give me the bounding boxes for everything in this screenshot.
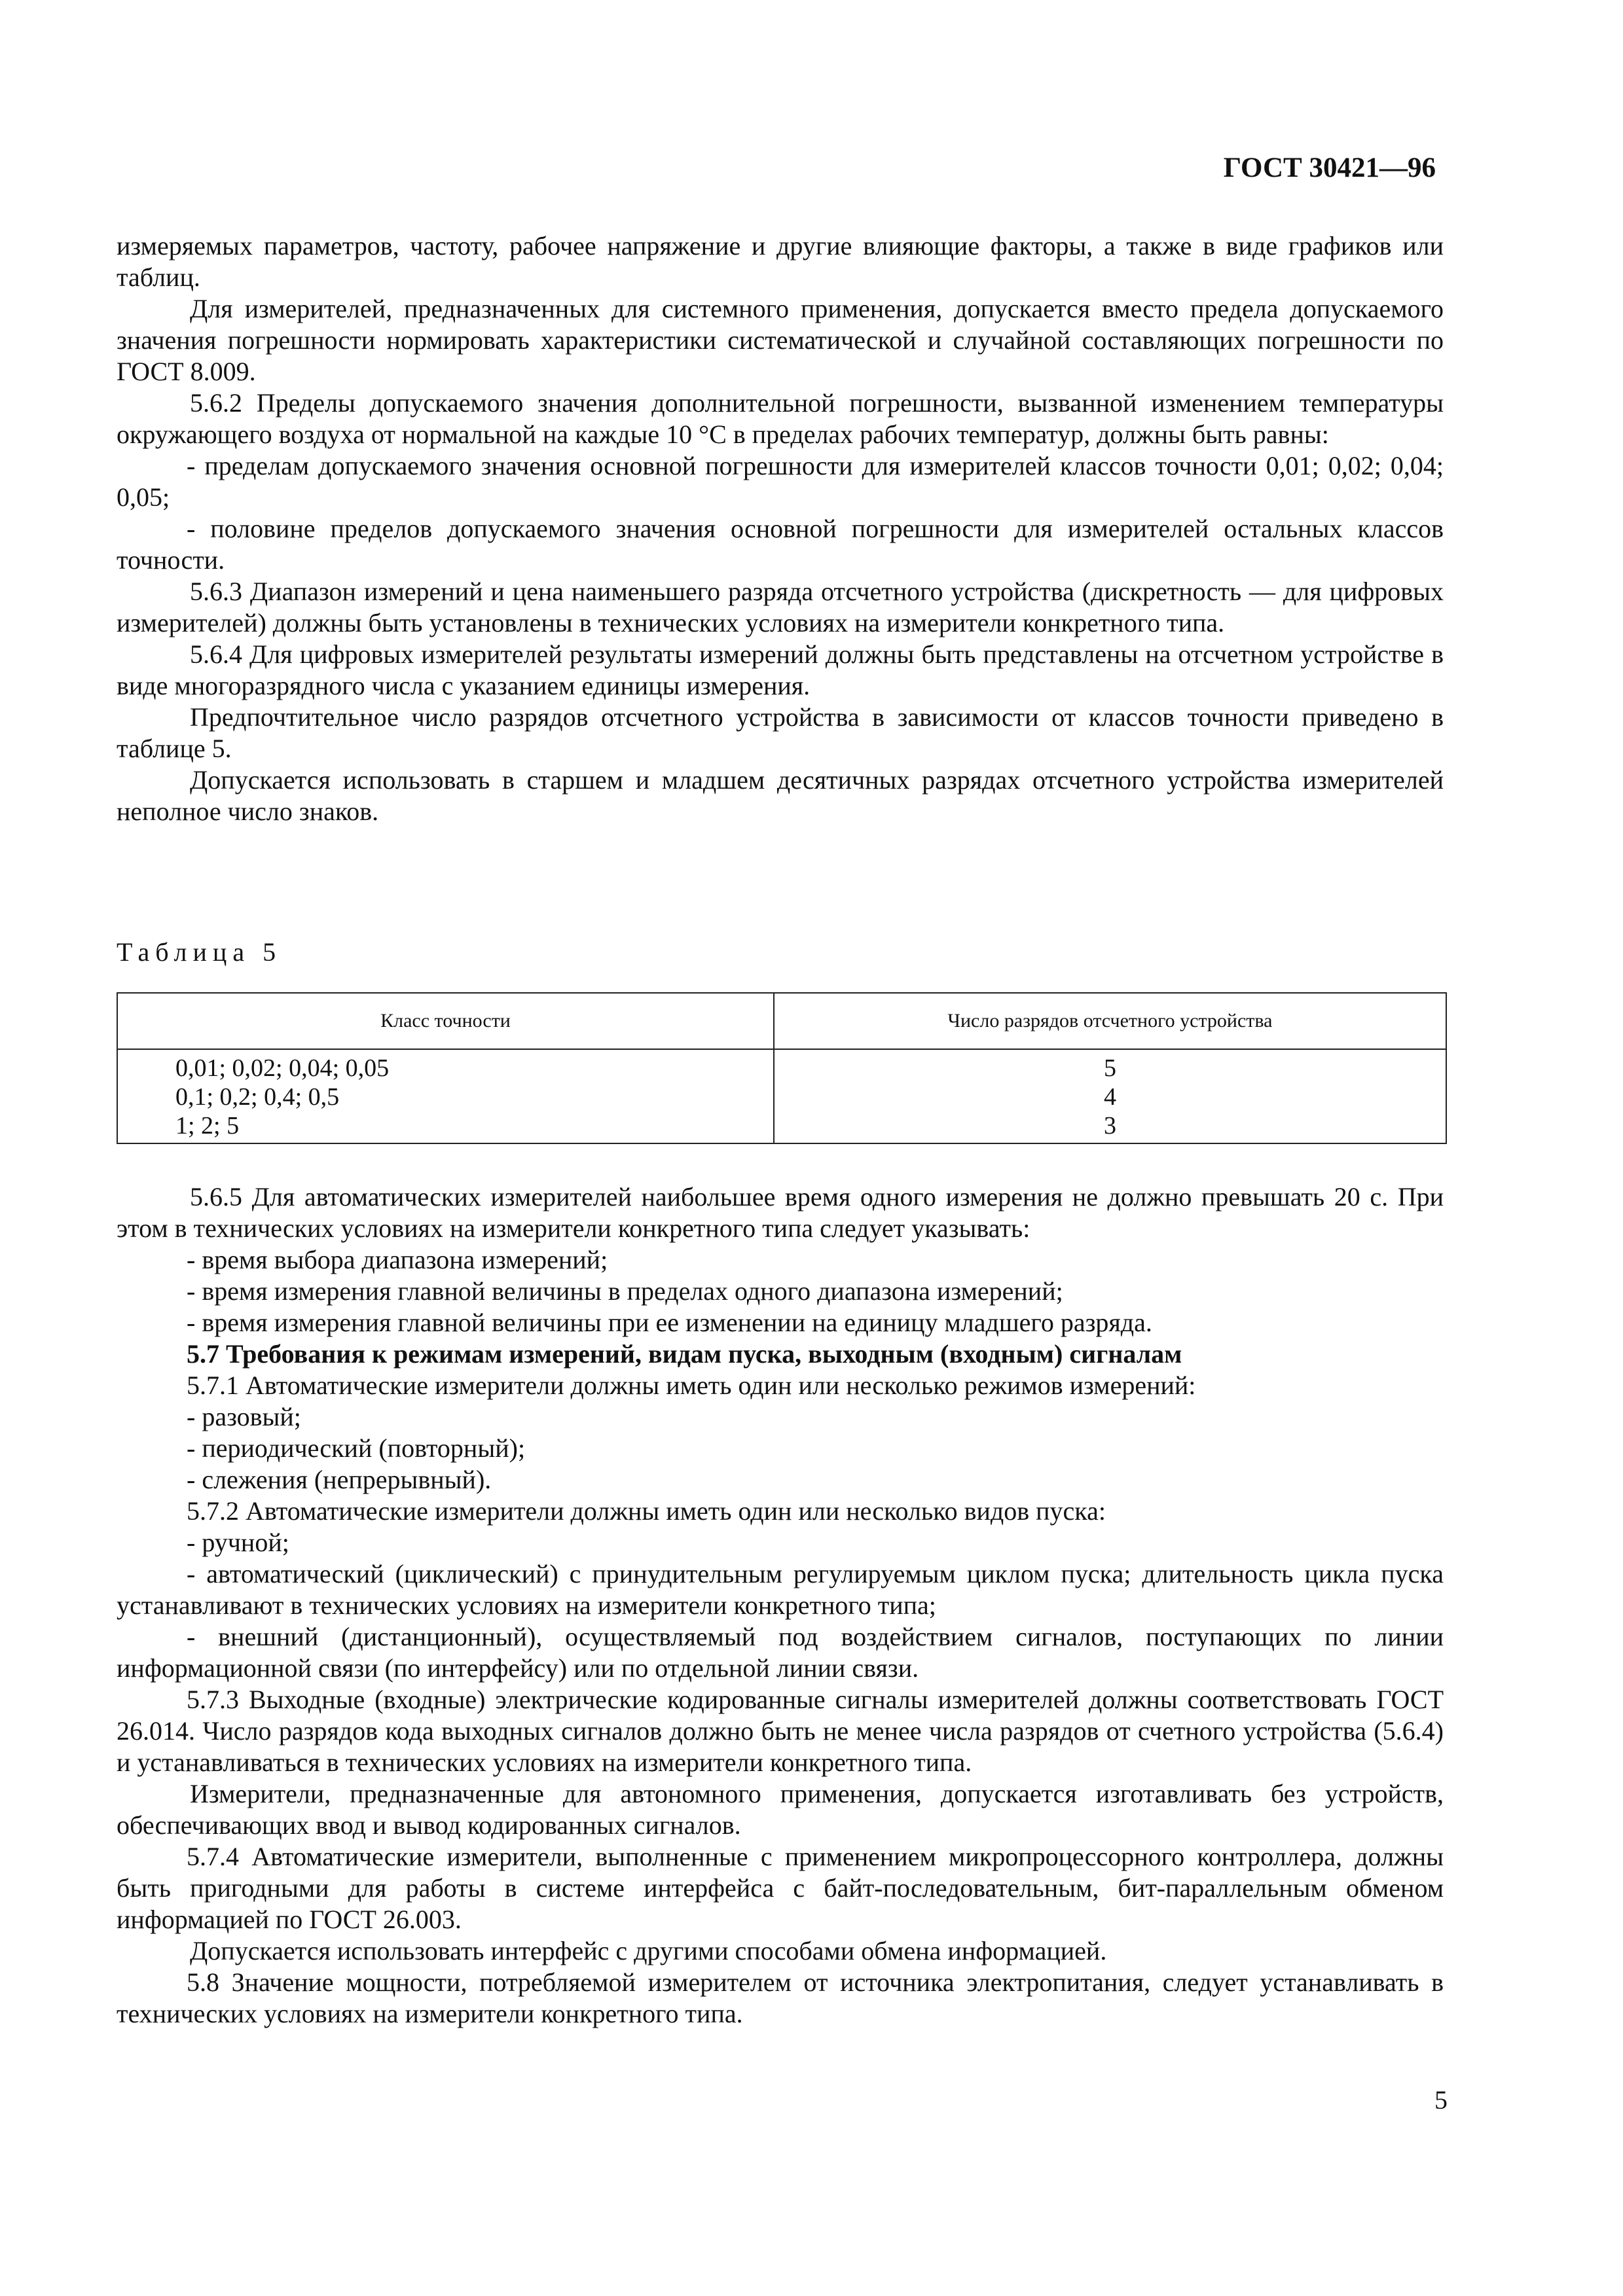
digit-count-cell xyxy=(774,1049,1446,1143)
accuracy-class-table xyxy=(117,992,1447,1144)
list-item: - внешний (дистанционный), осуществляемый под воздействием сигналов, поступающих по линии информационной связи (по интерфейсу) или по отдельной линии связи. xyxy=(117,1622,1444,1683)
document-code: ГОСТ 30421—96 xyxy=(1223,152,1436,183)
table-row xyxy=(117,1049,1446,1143)
paragraph: 5.7.1 Автоматические измерители должны иметь один или несколько режимов измерений: xyxy=(187,1371,1196,1400)
list-item: - слежения (непрерывный). xyxy=(187,1465,492,1494)
table-cell: 4 xyxy=(1104,1083,1116,1111)
paragraph: Предпочтительное число разрядов отсчетного устройства в зависимости от классов точности приведено в таблице 5. xyxy=(117,702,1444,763)
table-caption: Таблица 5 xyxy=(117,937,282,967)
paragraph: 5.7.2 Автоматические измерители должны иметь один или несколько видов пуска: xyxy=(187,1496,1106,1526)
column-header-digit-count: Число разрядов отсчетного устройства xyxy=(774,993,1446,1049)
accuracy-class-cell xyxy=(117,1049,774,1143)
list-item: - время измерения главной величины в пределах одного диапазона измерений; xyxy=(187,1276,1063,1306)
list-item: - разовый; xyxy=(187,1402,301,1431)
list-item: - время измерения главной величины при ее изменении на единицу младшего разряда. xyxy=(187,1308,1152,1337)
page-number: 5 xyxy=(1434,2085,1448,2115)
paragraph: 5.6.3 Диапазон измерений и цена наименьшего разряда отсчетного устройства (дискретность — для цифровых измерителей) должны быть установлены в технических условиях на измерители конкретного типа. xyxy=(117,577,1444,637)
table-header-row xyxy=(117,993,1446,1049)
table-cell: 0,1; 0,2; 0,4; 0,5 xyxy=(175,1083,340,1111)
paragraph: Допускается использовать интерфейс с другими способами обмена информацией. xyxy=(190,1936,1107,1965)
paragraph: 5.8 Значение мощности, потребляемой измерителем от источника электропитания, следует устанавливать в технических условиях на измерители конкретного типа. xyxy=(117,1967,1444,2028)
table-cell: 1; 2; 5 xyxy=(175,1112,240,1139)
paragraph: измеряемых параметров, частоту, рабочее напряжение и другие влияющие факторы, а также в виде графиков или таблиц. xyxy=(117,231,1444,292)
paragraph: 5.7.4 Автоматические измерители, выполненные с применением микропроцессорного контроллера, должны быть пригодными для работы в системе интерфейса с байт-последовательным, бит-параллельным обменом информацией по ГОСТ 26.003. xyxy=(117,1842,1444,1934)
text-block-bottom xyxy=(117,1181,1444,2030)
list-item: - время выбора диапазона измерений; xyxy=(187,1245,608,1274)
section-heading: 5.7 Требования к режимам измерений, видам пуска, выходным (входным) сигналам xyxy=(187,1339,1182,1369)
paragraph: Измерители, предназначенные для автономного применения, допускается изготавливать без устройств, обеспечивающих ввод и вывод кодированных сигналов. xyxy=(117,1779,1444,1840)
paragraph: 5.6.4 Для цифровых измерителей результаты измерений должны быть представлены на отсчетном устройстве в виде многоразрядного числа с указанием единицы измерения. xyxy=(117,639,1444,700)
paragraph: 5.6.5 Для автоматических измерителей наибольшее время одного измерения не должно превышать 20 с. При этом в технических условиях на измерители конкретного типа следует указывать: xyxy=(117,1182,1444,1243)
table-cell: 5 xyxy=(1104,1054,1116,1082)
paragraph: 5.7.3 Выходные (входные) электрические кодированные сигналы измерителей должны соответствовать ГОСТ 26.014. Число разрядов кода выходных сигналов должно быть не менее числа разрядов от счетного устройства (5.6.4) и устанавливаться в технических условиях на измерители конкретного типа. xyxy=(117,1685,1444,1777)
list-item: - ручной; xyxy=(187,1528,289,1557)
table-cell: 0,01; 0,02; 0,04; 0,05 xyxy=(175,1054,390,1082)
column-header-accuracy-class: Класс точности xyxy=(117,993,774,1049)
list-item: - половине пределов допускаемого значения основной погрешности для измерителей остальных классов точности. xyxy=(117,514,1444,575)
list-item: - пределам допускаемого значения основной погрешности для измерителей классов точности 0,01; 0,02; 0,04; 0,05; xyxy=(117,451,1444,512)
text-block-top xyxy=(117,230,1444,827)
table-cell: 3 xyxy=(1104,1112,1116,1139)
paragraph: 5.6.2 Пределы допускаемого значения дополнительной погрешности, вызванной изменением температуры окружающего воздуха от нормальной на каждые 10 °С в пределах рабочих температур, должны быть равны: xyxy=(117,388,1444,449)
list-item: - автоматический (циклический) с принудительным регулируемым циклом пуска; длительность цикла пуска устанавливают в технических условиях на измерители конкретного типа; xyxy=(117,1559,1444,1620)
list-item: - периодический (повторный); xyxy=(187,1433,526,1463)
paragraph: Допускается использовать в старшем и младшем десятичных разрядах отсчетного устройства измерителей неполное число знаков. xyxy=(117,765,1444,826)
paragraph: Для измерителей, предназначенных для системного применения, допускается вместо предела допускаемого значения погрешности нормировать характеристики систематической и случайной составляющих погрешности по ГОСТ 8.009. xyxy=(117,294,1444,386)
